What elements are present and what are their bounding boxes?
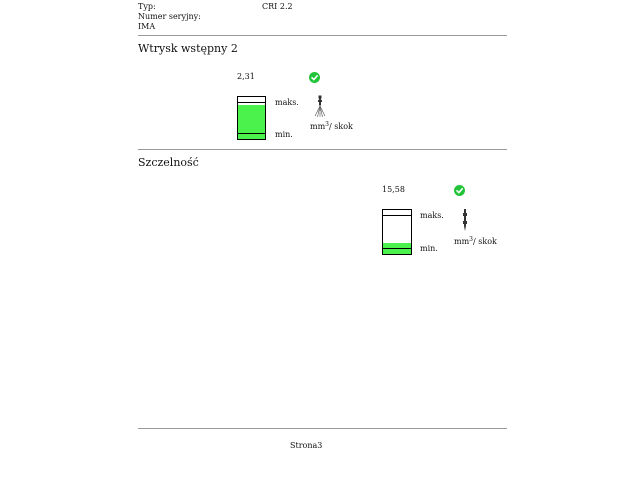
- unit-exponent: 3: [469, 236, 473, 243]
- tightness-gauge: [382, 209, 412, 255]
- gauge-min-line: [238, 133, 265, 134]
- serial-label: Numer seryjny:: [138, 12, 201, 21]
- pre-injection-max-label: maks.: [275, 98, 299, 107]
- type-label: Typ:: [138, 2, 156, 11]
- gauge-max-line: [238, 102, 265, 103]
- section-title-tightness: Szczelność: [138, 156, 199, 169]
- page-number: Strona3: [290, 441, 323, 450]
- tightness-min-label: min.: [420, 244, 438, 253]
- tightness-value: 15,58: [382, 185, 405, 194]
- footer-divider: [138, 428, 507, 429]
- unit-suffix: / skok: [473, 237, 497, 246]
- tightness-unit: [454, 237, 497, 247]
- section-title-pre-injection: Wtrysk wstępny 2: [138, 42, 238, 55]
- pre-injection-ok-check-icon: [309, 72, 320, 83]
- gauge-max-line: [383, 215, 411, 216]
- pre-injection-min-label: min.: [275, 130, 293, 139]
- type-value: CRI 2.2: [262, 2, 293, 11]
- unit-exponent: 3: [325, 121, 329, 128]
- tightness-max-label: maks.: [420, 211, 444, 220]
- section-divider: [138, 149, 507, 150]
- pre-injection-gauge: [237, 96, 266, 140]
- serial-value: IMA: [138, 22, 156, 31]
- unit-base: mm: [310, 122, 326, 131]
- unit-suffix: / skok: [329, 122, 353, 131]
- unit-base: mm: [454, 237, 470, 246]
- header-divider: [138, 35, 507, 36]
- gauge-min-line: [383, 248, 411, 249]
- pre-injection-value: 2,31: [237, 72, 255, 81]
- pre-injection-spray-injector-icon: [313, 95, 327, 119]
- pre-injection-unit: [310, 122, 353, 132]
- tightness-ok-check-icon: [454, 185, 465, 196]
- tightness-injector-icon: [460, 209, 470, 235]
